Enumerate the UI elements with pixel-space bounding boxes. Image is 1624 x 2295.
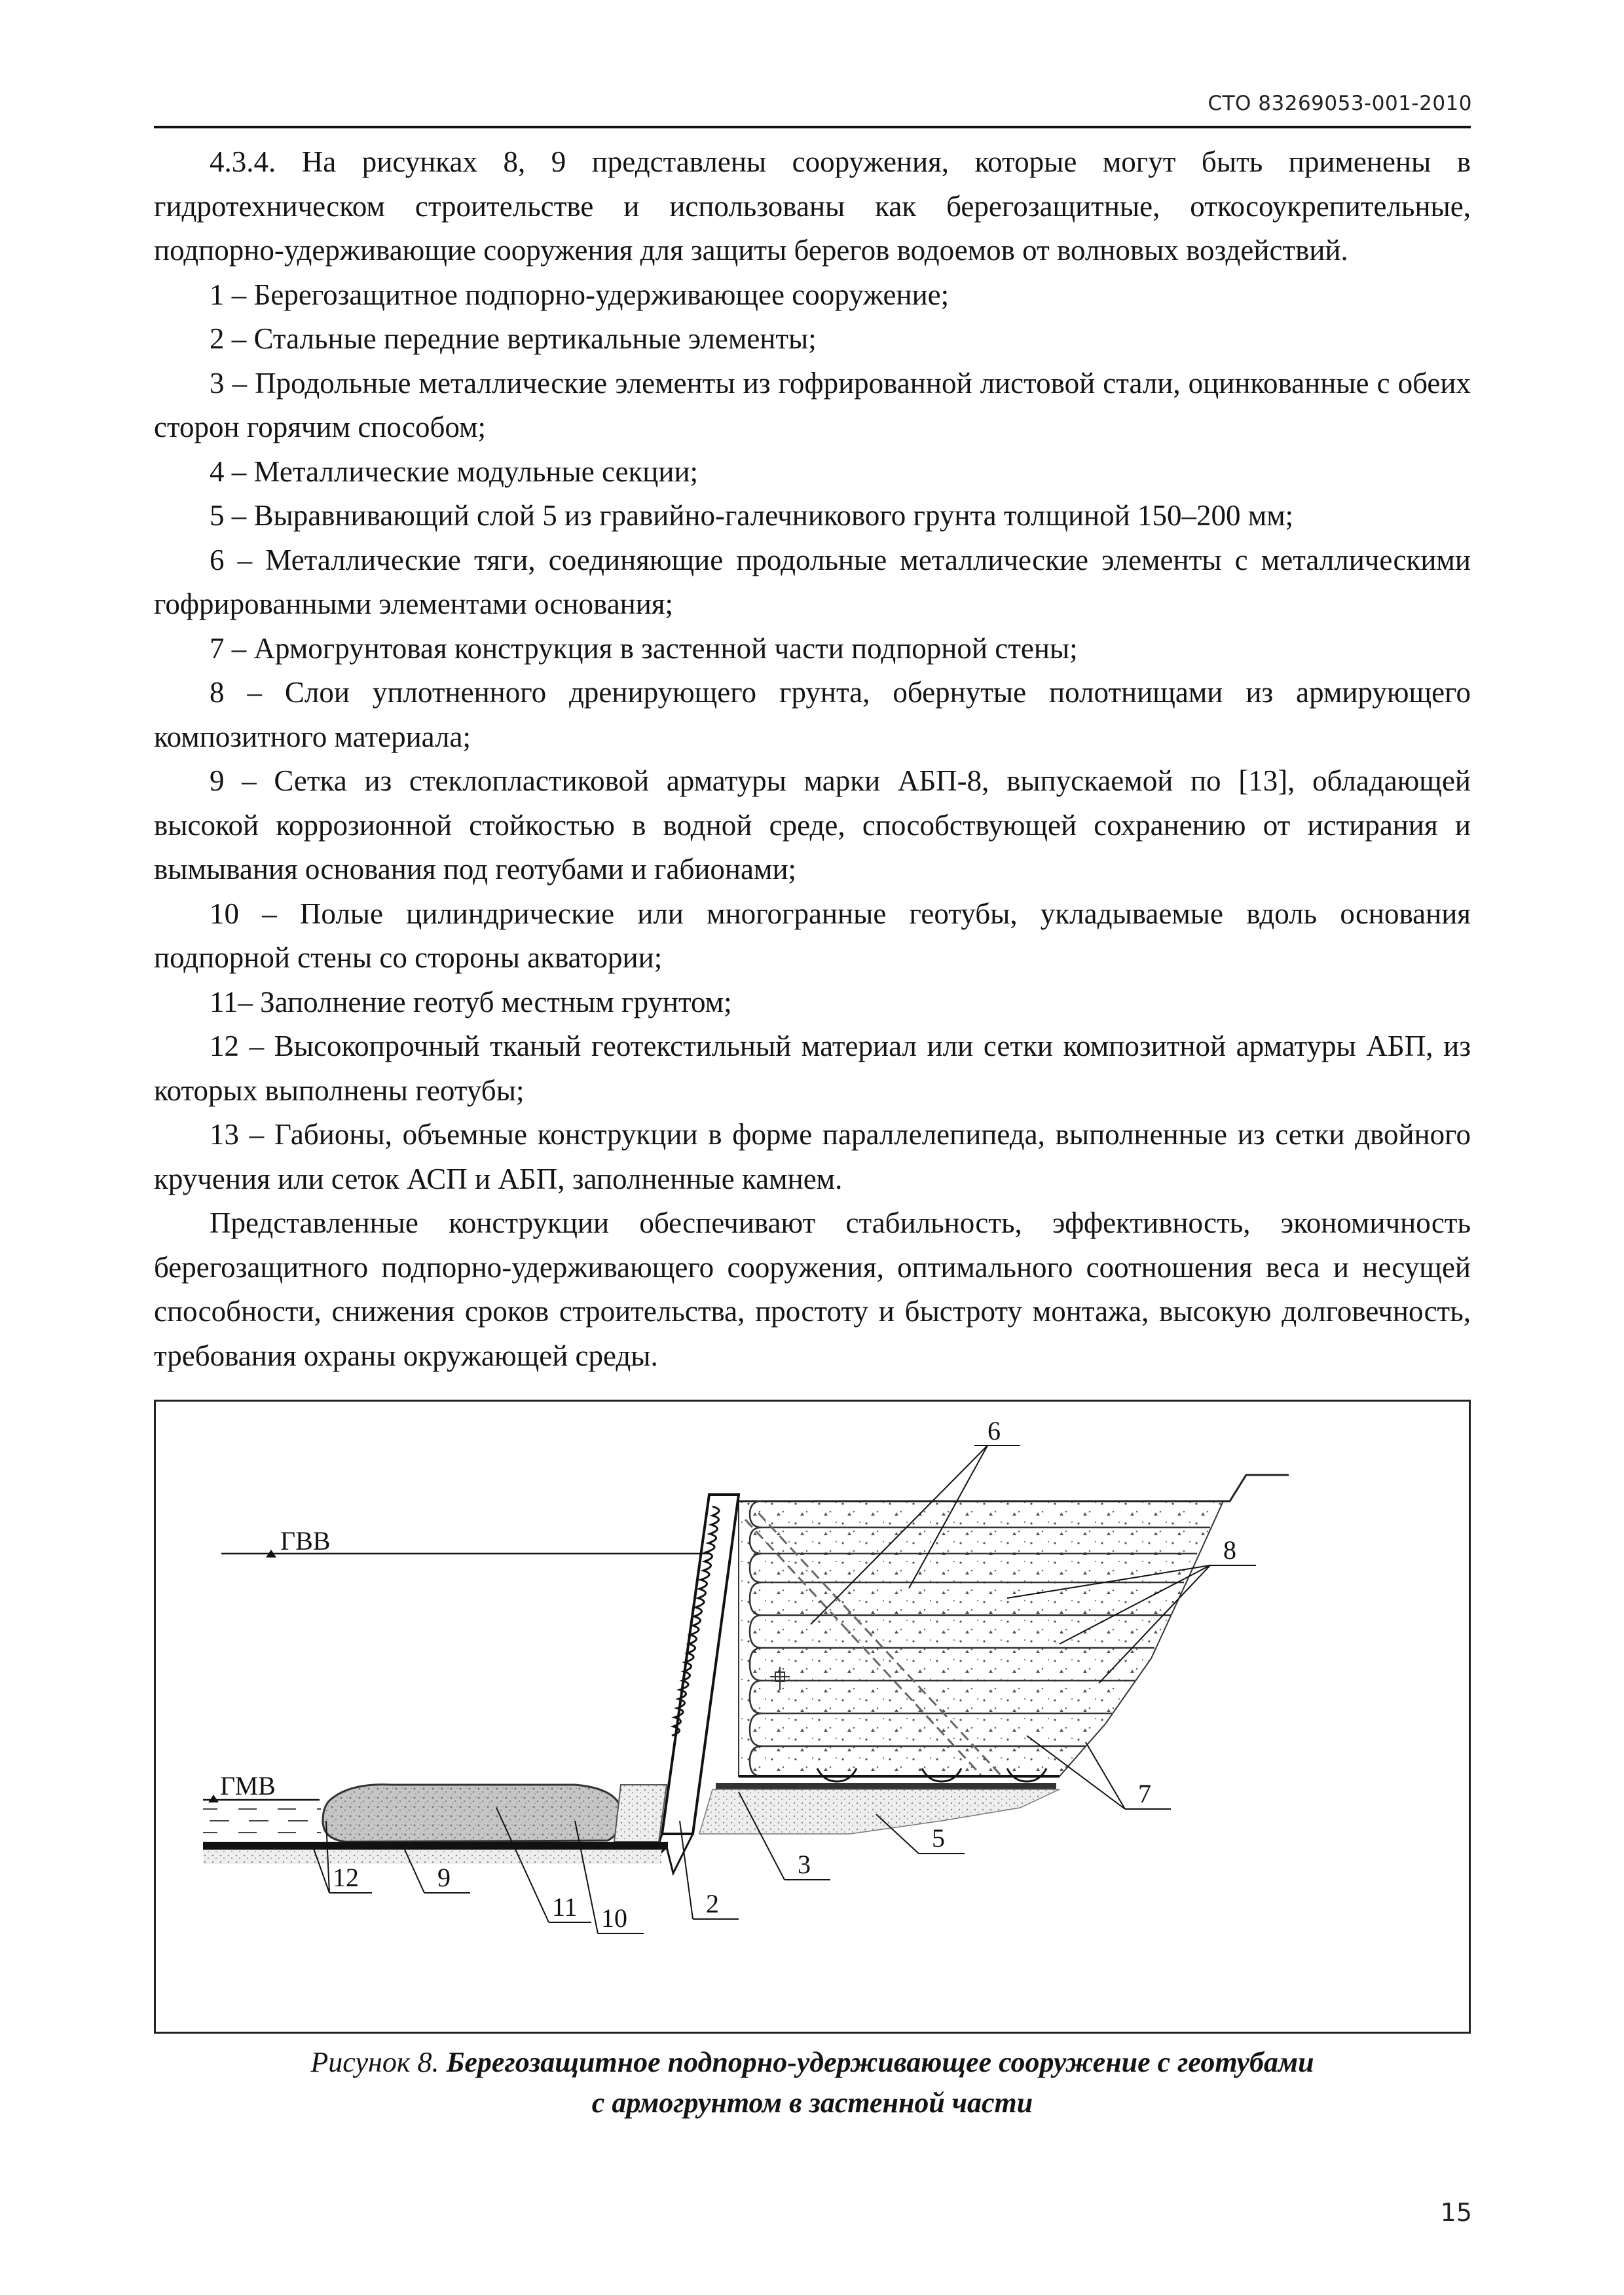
label-12: 12: [333, 1863, 359, 1892]
list-item-11: 11– Заполнение геотуб местным грунтом;: [210, 985, 732, 1018]
geotube: [323, 1785, 667, 1842]
list-item-13: 13 – Габионы, объемные конструкции в форме параллелепипеда, выполненные из сетки двойного кручения или сеток АСП и АБП, заполненные камнем.: [154, 1118, 1471, 1195]
body-text: [154, 140, 1471, 1378]
list-item-1: 1 – Берегозащитное подпорно-удерживающее сооружение;: [210, 278, 950, 311]
base-elements: [699, 1768, 1060, 1834]
caption-title-line-2: с армогрунтом в застенной части: [591, 2087, 1033, 2119]
list-item-5: 5 – Выравнивающий слой 5 из гравийно-галечникового грунта толщиной 150–200 мм;: [210, 499, 1294, 532]
list-item-2: 2 – Стальные передние вертикальные элементы;: [210, 322, 817, 355]
figure-drawing: [156, 1402, 1469, 2032]
label-11: 11: [552, 1892, 578, 1922]
fiberglass-mesh-layer: [203, 1842, 668, 1850]
label-3: 3: [798, 1850, 811, 1879]
high-water-level: [221, 1526, 709, 1558]
figure-caption: [154, 2042, 1471, 2123]
paragraph-intro: 4.3.4. На рисунках 8, 9 представлены сооружения, которые могут быть применены в гидротехническом строительстве и использованы как берегозащитные, откосоукрепительные, подпорно-удерживающие сооружения для защиты берегов водоемов от волновых воздействий.: [154, 145, 1471, 267]
figure-8-diagram: [154, 1400, 1471, 2034]
label-9: 9: [437, 1863, 451, 1892]
paragraph-conclusion: Представленные конструкции обеспечивают стабильность, эффективность, экономичность берегозащитного подпорно-удерживающего сооружения, оптимального соотношения веса и несущей способности, снижения сроков строительства, простоту и быстроту монтажа, высокую долговечность, требования охраны окружающей среды.: [154, 1206, 1471, 1372]
label-2: 2: [706, 1889, 719, 1918]
caption-line-2: [154, 2083, 1471, 2123]
reinforced-soil-backfill: [739, 1475, 1289, 1776]
list-item-4: 4 – Металлические модульные секции;: [210, 455, 699, 488]
caption-prefix: Рисунок 8.: [310, 2046, 447, 2078]
foundation-soil: [203, 1850, 661, 1864]
label-10: 10: [601, 1903, 627, 1933]
label-gvv: ГВВ: [280, 1526, 331, 1556]
list-item-10: 10 – Полые цилиндрические или многогранные геотубы, укладываемые вдоль основания подпорной стены со стороны акватории;: [154, 897, 1471, 974]
list-item-12: 12 – Высокопрочный тканый геотекстильный материал или сетки композитной арматуры АБП, из которых выполнены геотубы;: [154, 1030, 1471, 1107]
header-rule: [154, 126, 1471, 128]
caption-line-1: [154, 2042, 1471, 2083]
label-5: 5: [932, 1823, 945, 1853]
list-item-7: 7 – Армогрунтовая конструкция в застенной части подпорной стены;: [210, 631, 1078, 665]
label-8: 8: [1223, 1535, 1236, 1565]
list-item-6: 6 – Металлические тяги, соединяющие продольные металлические элементы с металлическими гофрированными элементами основания;: [154, 543, 1471, 620]
list-item-9: 9 – Сетка из стеклопластиковой арматуры марки АБП-8, выпускаемой по [13], обладающей высокой коррозионной стойкостью в водной среде, способствующей сохранению от истирания и вымывания основания под геотубами и габионами;: [154, 764, 1471, 886]
page-number: 15: [1440, 2198, 1472, 2227]
document-code: СТО 83269053-001-2010: [1208, 92, 1472, 115]
caption-title-line-1: Берегозащитное подпорно-удерживающее сооружение с геотубами: [446, 2046, 1314, 2078]
label-6: 6: [987, 1416, 1001, 1446]
list-item-3: 3 – Продольные металлические элементы из гофрированной листовой стали, оцинкованные с обеих сторон горячим способом;: [154, 366, 1471, 443]
list-item-8: 8 – Слои уплотненного дренирующего грунта, обернутые полотнищами из армирующего композитного материала;: [154, 676, 1471, 753]
label-7: 7: [1138, 1779, 1151, 1808]
label-gmv: ГМВ: [220, 1771, 276, 1801]
low-water-level: [203, 1771, 321, 1842]
